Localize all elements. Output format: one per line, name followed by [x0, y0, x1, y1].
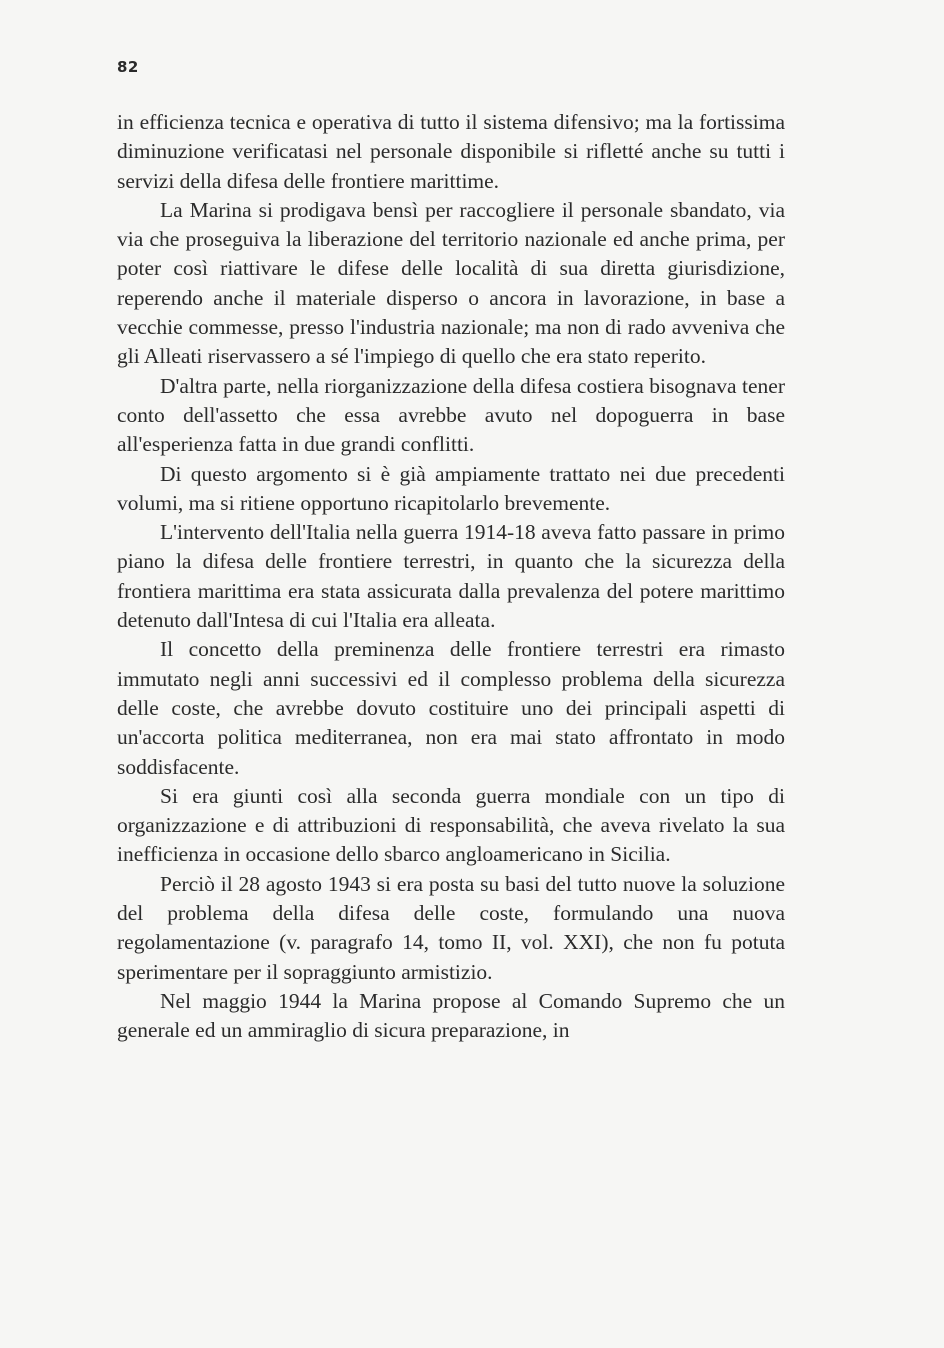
paragraph-concetto: Il concetto della preminenza delle frontiere terrestri era rimasto immutato negli anni successivi ed il complesso problema della sicurezza delle coste, che avrebbe dovuto costituire uno dei principali aspetti di un'accorta politica mediterranea, non era mai stato affrontato in modo soddisfacente. — [117, 637, 785, 779]
paragraph-maggio-1944: Nel maggio 1944 la Marina propose al Comando Supremo che un generale ed un ammiraglio di sicura preparazione, in — [117, 988, 785, 1043]
body-text — [117, 108, 785, 1046]
paragraph-agosto-1943: Perciò il 28 agosto 1943 si era posta su basi del tutto nuove la soluzione del problema della difesa delle coste, formulando una nuova regolamentazione (v. paragrafo 14, tomo II, vol. XXI), che non fu potuta sperimentare per il sopraggiunto armistizio. — [117, 871, 785, 984]
paragraph-marina-personale: La Marina si prodigava bensì per raccogliere il personale sbandato, via via che proseguiva la liberazione del territorio nazionale ed anche prima, per poter così riattivare le difese delle località di sua diretta giurisdizione, reperendo anche il materiale disperso o ancora in lavorazione, in base a vecchie commesse, presso l'industria nazionale; ma non di rado avveniva che gli Alleati riservassero a sé l'impiego di quello che era stato reperito. — [117, 197, 785, 369]
page-number: 82 — [117, 58, 139, 76]
paragraph-continuation: in efficienza tecnica e operativa di tutto il sistema difensivo; ma la fortissima diminuzione verificatasi nel personale disponibile si rifletté anche su tutti i servizi della difesa delle frontiere marittime. — [117, 110, 785, 193]
paragraph-argomento: Di questo argomento si è già ampiamente trattato nei due precedenti volumi, ma si ritiene opportuno ricapitolarlo brevemente. — [117, 461, 785, 515]
paragraph-seconda-guerra: Si era giunti così alla seconda guerra mondiale con un tipo di organizzazione e di attribuzioni di responsabilità, che aveva rivelato la sua inefficienza in occasione dello sbarco angloamericano in Sicilia. — [117, 783, 785, 867]
paragraph-riorganizzazione: D'altra parte, nella riorganizzazione della difesa costiera bisognava tener conto dell'assetto che essa avrebbe avuto nel dopoguerra in base all'esperienza fatta in due grandi conflitti. — [117, 373, 785, 457]
paragraph-intervento: L'intervento dell'Italia nella guerra 1914-18 aveva fatto passare in primo piano la difesa delle frontiere terrestri, in quanto che la sicurezza della frontiera marittima era stata assicurata dalla prevalenza del potere marittimo detenuto dall'Intesa di cui l'Italia era alleata. — [117, 520, 785, 633]
